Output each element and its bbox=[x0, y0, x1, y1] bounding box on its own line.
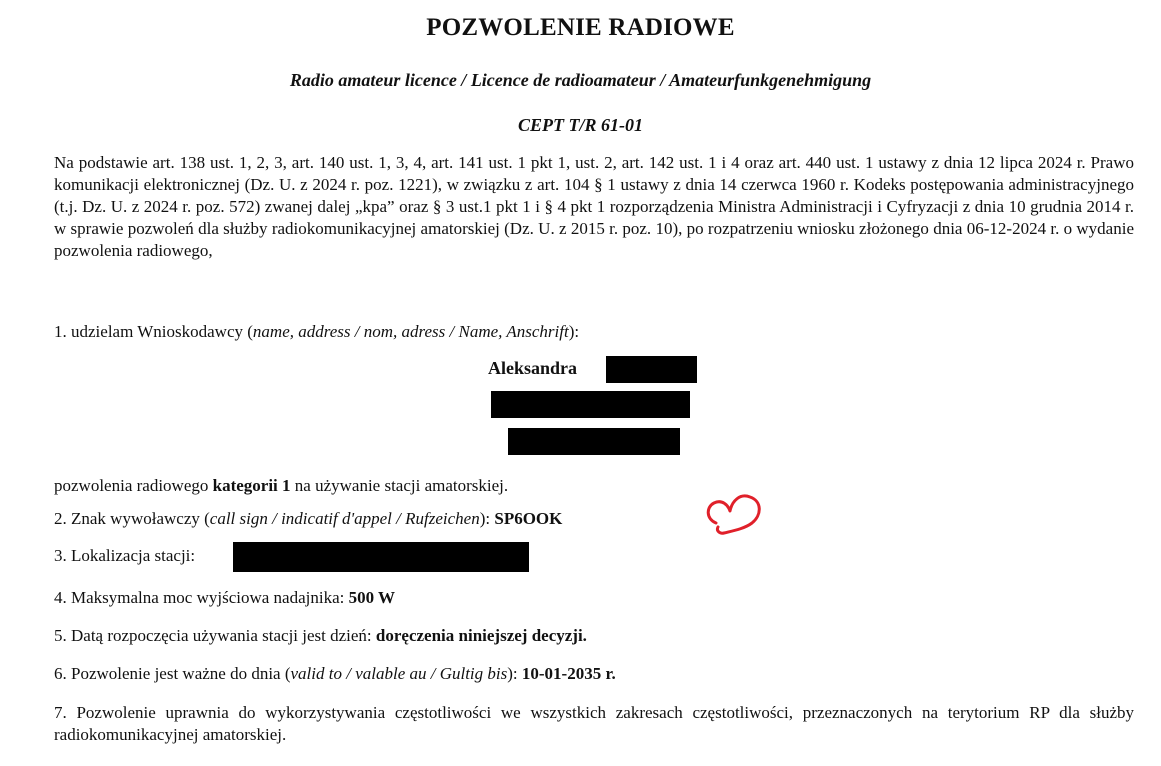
heart-doodle-icon bbox=[702, 489, 766, 537]
legal-basis-paragraph: Na podstawie art. 138 ust. 1, 2, 3, art. 140 ust. 1, 3, 4, art. 141 ust. 1 pkt 1, ust. 2, art. 142 ust. 1 i 4 oraz art. 440 ust. 1 ustawy z dnia 12 lipca 2024 r. Prawo komunikacji elektronicznej (Dz. U. z 2024 r. poz. 1221), w związku z art. 104 § 1 ustawy z dnia 14 czerwca 1960 r. Kodeks postępowania administracyjnego (t.j. Dz. U. z 2024 r. poz. 572) zwanej dalej „kpa” oraz § 3 ust.1 pkt 1 i § 4 pkt 1 rozporządzenia Ministra Administracji i Cyfryzacji z dnia 10 grudnia 2014 r. w sprawie pozwoleń dla służby radiokomunikacyjnej amatorskiej (Dz. U. z 2015 r. poz. 10), po rozpatrzeniu wniosku złożonego dnia 06-12-2024 r. o wydanie pozwolenia radiowego, bbox=[54, 153, 1134, 260]
applicant-first-name: Aleksandra bbox=[487, 358, 577, 378]
item-1-suffix: ): bbox=[568, 322, 580, 341]
item-5-line bbox=[54, 626, 587, 646]
item-2-line bbox=[54, 509, 562, 529]
item-4-line bbox=[54, 588, 395, 608]
item-3-line bbox=[54, 546, 195, 566]
category-value: kategorii 1 bbox=[212, 476, 291, 495]
category-suffix: na używanie stacji amatorskiej. bbox=[290, 476, 509, 495]
redacted-address-line-2 bbox=[508, 428, 680, 455]
item-6-suffix: ): bbox=[507, 664, 522, 683]
item-1-italic: name, address / nom, adress / Name, Anschrift bbox=[252, 322, 569, 341]
category-line bbox=[54, 476, 508, 496]
max-power-value: 500 W bbox=[348, 588, 396, 607]
item-6-prefix: 6. Pozwolenie jest ważne do dnia ( bbox=[54, 664, 291, 683]
redacted-station-location bbox=[233, 542, 529, 572]
redacted-address-line-1 bbox=[491, 391, 690, 418]
cept-reference: CEPT T/R 61-01 bbox=[518, 115, 643, 135]
item-1-line bbox=[54, 322, 579, 342]
item-2-prefix: 2. Znak wywoławczy ( bbox=[54, 509, 210, 528]
item-3-label: 3. Lokalizacja stacji: bbox=[54, 546, 196, 565]
item-5-label: 5. Datą rozpoczęcia używania stacji jest dzień: bbox=[54, 626, 376, 645]
redacted-surname bbox=[606, 356, 697, 383]
item-7-paragraph: 7. Pozwolenie uprawnia do wykorzystywania częstotliwości we wszystkich zakresach częstotliwości, przeznaczonych na terytorium RP dla służby radiokomunikacyjnej amatorskiej. bbox=[54, 703, 1134, 744]
category-prefix: pozwolenia radiowego bbox=[54, 476, 213, 495]
start-date-value: doręczenia niniejszej decyzji. bbox=[375, 626, 587, 645]
document-subtitle: Radio amateur licence / Licence de radioamateur / Amateurfunkgenehmigung bbox=[289, 70, 872, 90]
item-2-suffix: ): bbox=[479, 509, 495, 528]
applicant-name bbox=[0, 358, 1161, 379]
document-title: POZWOLENIE RADIOWE bbox=[426, 14, 735, 41]
item-1-prefix: 1. udzielam Wnioskodawcy ( bbox=[54, 322, 253, 341]
item-6-line bbox=[54, 664, 616, 684]
item-4-label: 4. Maksymalna moc wyjściowa nadajnika: bbox=[54, 588, 349, 607]
valid-until-value: 10-01-2035 r. bbox=[521, 664, 616, 683]
item-2-italic: call sign / indicatif d'appel / Rufzeichen bbox=[209, 509, 480, 528]
item-6-italic: valid to / valable au / Gultig bis bbox=[290, 664, 508, 683]
call-sign: SP6OOK bbox=[494, 509, 563, 528]
